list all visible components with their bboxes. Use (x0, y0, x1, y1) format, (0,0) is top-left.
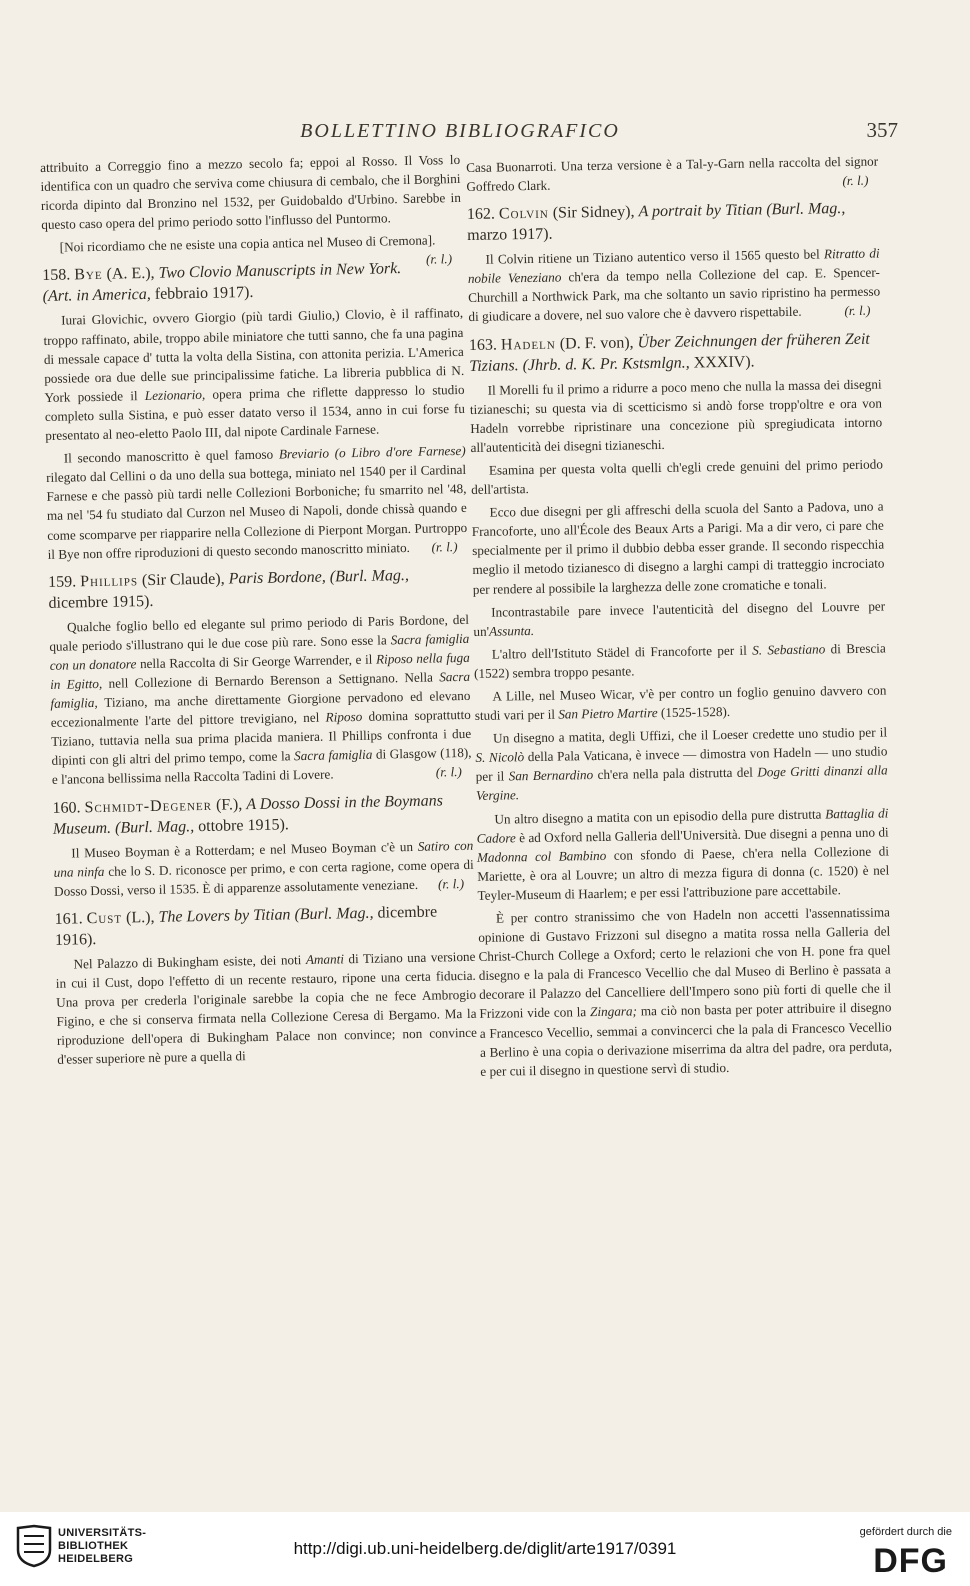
text: Incontrastabile pare invece l'autenticità del disegno del Louvre per un' (473, 598, 886, 639)
paragraph (478, 902, 893, 1080)
entry-source: (Burl. Mag., (766, 200, 846, 219)
text: L'altro dell'Istituto Städel di Francoforte per il (491, 642, 747, 662)
italic-text: Riposo (325, 709, 363, 725)
entry-heading-163 (469, 328, 882, 376)
italic-text: Satiro con una ninfa (53, 837, 474, 880)
italic-text: Madonna col Bambino (476, 847, 607, 865)
entry-title: Paris Bordone, (228, 568, 326, 588)
text: è ad Oxford nella Galleria dell'Università. Due disegni a penna uno di (519, 824, 889, 845)
entry-title: A portrait by Titian (638, 201, 763, 221)
dfg-logo: DFG (873, 1542, 948, 1580)
paragraph (476, 803, 889, 905)
entry-source: (Art. in America, (42, 286, 151, 306)
paragraph (46, 441, 468, 564)
italic-text: Sacra famiglia con un donatore (49, 630, 470, 673)
page-header (40, 118, 898, 148)
entry-author-rest: (Sir Sidney), (552, 203, 635, 222)
text: Tiziano, ma anche direttamente Giorgione pervadono ed elevano eccezionalmente l'arte del pittore trevigiano, nel (50, 687, 471, 731)
permalink-url[interactable]: http://digi.ub.uni-heidelberg.de/diglit/arte1917/0391 (293, 1539, 677, 1558)
paragraph (55, 947, 477, 1070)
text: Iurai Glovichic, ovvero Giorgio (più tardi Giulio,) Clovio, è il raffinato, troppo raffinato, abile, troppo abile miniatore che tutti sanno, che fa una pagina di messale capace d' tutta la volta della Sistina, con attonita perizia. L'America possiede ora due delle sue principalissime fatiche. La libreria pubblica di N. York possiede il (43, 305, 465, 405)
text: Un altro disegno a matita con un episodio della pure distrutta (494, 806, 822, 827)
italic-text: S. Sebastiano (752, 641, 826, 658)
entry-author: Bye (74, 266, 103, 284)
text: Qualche foglio bello ed elegante sul primo periodo di Paris Bordone, del quale periodo s'illustrano qui le due cose più rare. Sono esse la (49, 611, 470, 654)
text: con sfondo di Paese, ch'era nella Collezione di Mariette, è ora al Louvre; un altro di mezza figura di donna (c. 1520) è nel Teyler-Museum di Haarlem; e per essi l'attribuzione pare accettabile. (477, 843, 890, 903)
signature: (r. l.) (425, 251, 453, 268)
entry-heading-162 (467, 198, 880, 246)
paragraph (474, 638, 887, 683)
running-title: BOLLETTINO BIBLIOGRAFICO (300, 120, 620, 142)
text: (1525-1528). (660, 703, 731, 721)
entry-source: (Burl. Mag., (294, 904, 374, 924)
text: della Pala Vaticana, è invece — dimostra von Hadeln — uno studio per il (475, 743, 888, 785)
paragraph (475, 723, 888, 806)
left-column (40, 150, 477, 1073)
italic-text: San Bernardino (508, 767, 594, 784)
entry-heading-160 (52, 789, 473, 839)
italic-text: Lezionario, (144, 386, 206, 403)
text: ch'era nella pala distrutta del (597, 764, 754, 783)
entry-title: A Dosso Dossi in the Boymans Museum. (52, 791, 444, 838)
text: È per contro stranissimo che von Hadeln non accetti l'assennatissima opinione di Gustavo Frizzoni sul disegno a matita rossa nella Galleria del Christ-Church College a Oxford; certo le relazioni che von H. pone fra quel disegno e la pala di Francesco Vecellio che dal Museo di Berlino è passata a decorare il Palazzo del Cancelliere dell'Impero sono più forti di quelle che il Frizzoni vide con la (478, 904, 892, 1022)
entry-author: Hadeln (500, 335, 556, 354)
text: Il Museo Boyman è a Rotterdam; e nel Museo Boyman c'è un (71, 838, 414, 861)
entry-author-rest: (L.), (125, 908, 155, 927)
entry-source: (Burl. Mag., (114, 817, 195, 837)
italic-text: Riposo nella fuga in Egitto, (49, 649, 470, 692)
italic-text: Amanti (305, 951, 345, 967)
text: Casa Buonarroti. Una terza versione è a Tal-y-Garn nella raccolta del signor Goffredo Clark. (466, 153, 879, 195)
entry-author: Phillips (79, 571, 139, 590)
entry-number: 158. (42, 266, 71, 285)
paragraph: Esamina per questa volta quelli ch'egli crede genuini del primo periodo dell'artista. (471, 456, 883, 497)
text: rilegato dal Cellini o da uno della sua bottega, miniato nel 1540 per il Cardinal Farnese e che passò più tardi nelle Collezioni Borboniche; fu smarrito nel '48, ma nel '54 fu studiato dal Curzon nel Museo di Napoli, donde chissà quando e come scomparve per riapparire nella Collezione di Pierpont Morgan. Purtroppo il Bye non offre riproduzioni di questo secondo manoscritto miniato. (45, 462, 468, 562)
italic-text: S. Nicolò (475, 749, 525, 766)
funder-label: gefördert durch die (859, 1526, 952, 1538)
entry-author: Schmidt-Degener (84, 796, 213, 816)
text: di Tiziano una versione in cui il Cust, dopo l'effetto di un recente restauro, ripone una certa fiducia. Una prova per crederla l'originale sarebbe la copia che ne fece Ambrogio Figino, e che si conserva firmata nella Collezione Ceresa di Bergamo. Ma la riproduzione dell'opera di Bukingham Palace non convince; non convince d'esser superiore nè pure a quella di (55, 948, 478, 1068)
entry-title: Two Clovio Manuscripts in New York. (158, 260, 402, 283)
paragraph-text: [Noi ricordiamo che ne esiste una copia antica nel Museo di Cremona]. (59, 232, 436, 256)
paragraph (53, 835, 474, 900)
paragraph (466, 152, 879, 197)
text: di Brescia (1522) sembra troppo pesante. (473, 640, 886, 681)
entry-author-rest: (D. F. von), (559, 333, 634, 353)
italic-text: Sacra famiglia (293, 747, 373, 764)
footer-bar (0, 1512, 970, 1586)
entry-heading-158 (42, 257, 463, 307)
italic-text: Battaglia di Cadore (476, 804, 889, 846)
text: Nel Palazzo di Bukingham esiste, dei noti (73, 951, 302, 972)
entry-date: ottobre 1915). (198, 815, 289, 835)
entry-number: 162. (466, 205, 496, 224)
entry-heading-159 (48, 564, 469, 614)
entry-title: The Lovers by Titian (158, 906, 291, 926)
signature: (r. l.) (431, 538, 458, 555)
italic-text: Sacra famiglia, (50, 668, 471, 711)
paragraph (467, 244, 880, 327)
entry-source: (Burl. Mag., (329, 566, 410, 586)
paragraph (42, 230, 462, 268)
entry-volume: XXXIV). (693, 353, 755, 372)
text: nella Raccolta di Sir George Warrender, e il (139, 651, 373, 672)
signature: (r. l.) (437, 875, 465, 892)
paragraph: Il Morelli fu il primo a ridurre a poco meno che nulla la massa dei disegni tizianeschi; su questa via di scetticismo si andò forse tropp'oltre e ora von Hadeln vorrebbe ripristinare una concezione più spregiudicata intorno all'autenticità dei disegni tizianeschi. (469, 376, 883, 455)
entry-date: dicembre 1915). (48, 592, 154, 612)
entry-heading-161 (54, 901, 475, 951)
signature: (r. l.) (435, 764, 463, 780)
text: A Lille, nel Museo Wicar, v'è per contro un foglio genuino davvero con studi vari per il (474, 682, 887, 723)
entry-date: marzo 1917). (467, 225, 553, 245)
text: ma ciò non basta per poter attribuire il disegno a Francesco Vecellio, semmai a convincerci che la pala di Francesco Vecellio a Berlino è una copia o derivazione miserrima da altra del padre, ora perduta, e per cui il disegno in questione servì di studio. (479, 999, 893, 1079)
entry-author-rest: (A. E.), (106, 265, 155, 284)
italic-text: Doge Gritti dinanzi alla Vergine. (475, 762, 888, 804)
text: nell Collezione di Bernardo Berenson a Settignano. Nella (108, 669, 434, 691)
paragraph: Ecco due disegni per gli affreschi della scuola del Santo a Padova, uno a Francoforte, uno all'École des Beaux Arts a Parigi. Ma a dir vero, ci pare che specialmente per il primo il dubbio debba esser grande. Il secondo rispecchia meglio il metodo tizianesco di disegno a larghi campi di tratteggio incrociato per rendere al possibile la larghezza delle zone cromatiche e tonali. (471, 498, 885, 597)
entry-author: Colvin (498, 204, 549, 223)
italic-text: Breviario (o Libro d'ore Farnese) (278, 443, 466, 462)
paragraph (474, 680, 887, 725)
entry-number: 163. (468, 336, 498, 354)
library-line: BIBLIOTHEK (58, 1540, 129, 1552)
text: Un disegno a matita, degli Uffizi, che il Loeser credette uno studio per il (493, 724, 888, 746)
entry-title: Über Zeichnungen der früheren Zeit Tizians. (469, 330, 870, 375)
text: Il Colvin ritiene un Tiziano autentico verso il 1565 questo bel (485, 246, 820, 267)
paragraph: attribuito a Correggio fino a mezzo secolo fa; eppoi al Rosso. Il Voss lo identifica con un quadro che serviva come chiusura di cembalo, che il Borghini ricorda dipinto dal Bronzino nel 1532, per Guidobaldo d'Urbino. Sarebbe in questo caso opera del primo periodo sotto l'influsso del Puntormo. (40, 151, 461, 233)
italic-text: San Pietro Martire (558, 705, 658, 722)
italic-text: Zingara; (589, 1003, 638, 1020)
paragraph (43, 303, 465, 445)
signature: (r. l.) (842, 172, 869, 189)
entry-source: (Jhrb. d. K. Pr. Kstsmlgn., (522, 354, 690, 374)
entry-number: 160. (52, 798, 81, 817)
entry-author: Cust (86, 909, 123, 928)
signature: (r. l.) (844, 303, 871, 319)
text: domina soprattutto Tiziano, tuttavia nella sua prima placida maniera. Il Phillips confronta i due dipinti con gli altri del primo tempo, come la (51, 706, 472, 769)
entry-author-rest: (F.), (215, 795, 243, 814)
text: opera prima che riflette dappresso lo studio completo sulla Sistina, e può esser datato verso il 1534, anno in cui forse fu presentato al neo-eletto Paolo III, dal nipote Cardinale Farnese. (44, 381, 466, 443)
italic-text: Assunta. (488, 622, 535, 639)
page-number: 357 (866, 118, 898, 142)
entry-date: febbraio 1917). (154, 284, 254, 304)
paragraph (49, 610, 472, 790)
text: ch'era da tempo nella Collezione del cap. E. Spencer-Churchill a Northwick Park, ma che soltanto un savio ripristino ha permesso di giudicare a dovere, nel suo valore che è davvero rispettabile. (468, 264, 881, 325)
text: che lo S. D. riconosce per primo, e con certa ragione, come opera di Dosso Dossi, verso il 1535. È di apparenze assolutamente veneziane. (53, 856, 474, 899)
right-column (466, 152, 893, 1085)
entry-author-rest: (Sir Claude), (141, 570, 225, 589)
text: Il secondo manoscritto è quel famoso (63, 446, 274, 466)
paragraph (473, 596, 886, 641)
entry-number: 161. (54, 910, 83, 928)
entry-number: 159. (47, 573, 77, 591)
entry-date: dicembre 1916). (54, 903, 438, 949)
text: di Glasgow (118), e l'ancona bellissima nella Raccolta Tadini di Lovere. (51, 745, 472, 788)
library-line: HEIDELBERG (58, 1553, 134, 1565)
italic-text: Ritratto di nobile Veneziano (467, 245, 880, 287)
library-line: UNIVERSITÄTS- (58, 1527, 147, 1539)
